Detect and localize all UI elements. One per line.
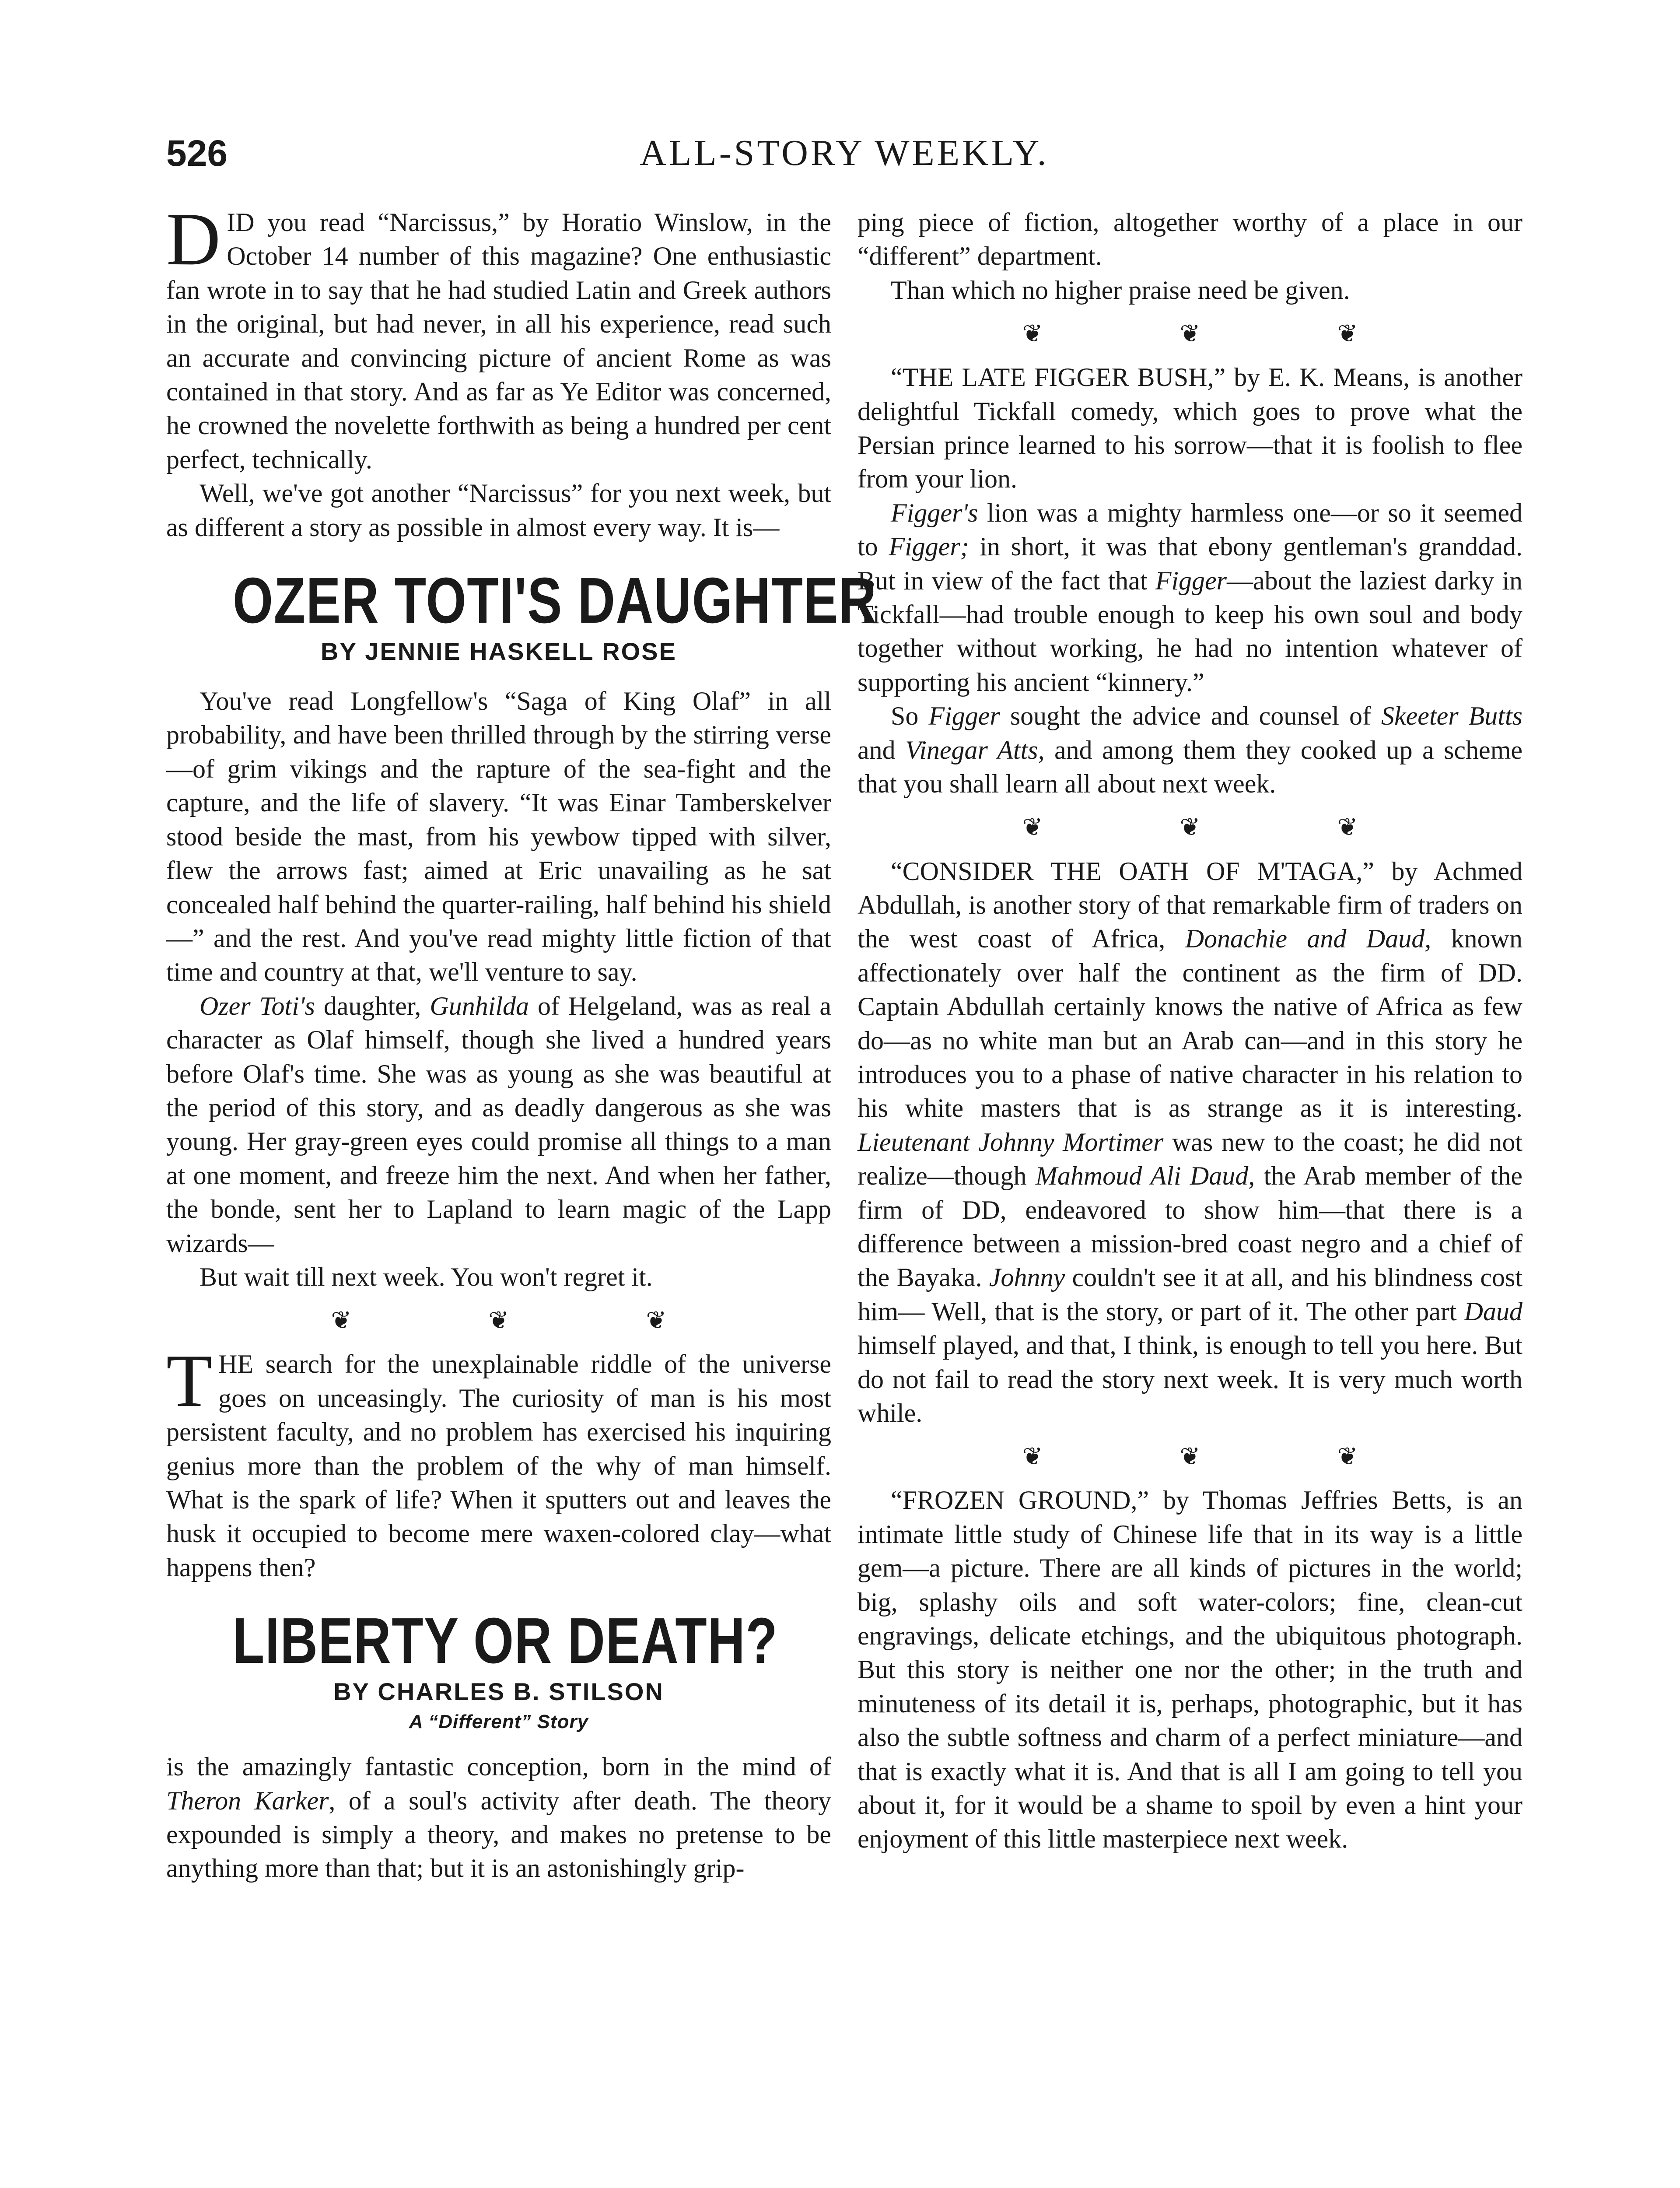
drop-cap: D: [166, 198, 221, 281]
ornament-icon: ❦: [1022, 1443, 1043, 1470]
ornament-icon: ❦: [1180, 1443, 1200, 1470]
ornament-icon: ❦: [1337, 813, 1358, 841]
figger-paragraph-1: “THE LATE FIGGER BUSH,” by E. K. Means, is another delightful Tickfall comedy, which goes to prove what the Persian prince learned to his sorrow—that it is foolish to flee from your lion.: [858, 363, 1522, 494]
ozer-paragraph-2: Ozer Toti's daughter, Gunhilda of Helgeland, was as real a character as Olaf himself, though she lived a hundred years before Olaf's time. She was as young as she was beautiful at the period of this story, and as deadly dangerous as she was young. Her gray-green eyes could promise all things to a man at one moment, and freeze him the next. And when her father, the bonde, sent her to Lapland to learn magic of the Lapp wizards—: [166, 991, 831, 1258]
liberty-paragraph: is the amazingly fantastic conception, born in the mind of Theron Karker, of a soul's activity after death. The theory expounded is simply a theory, and makes no pretense to be anything more than that; but it is an astonishingly grip-: [166, 1752, 831, 1883]
ornament-icon: ❦: [488, 1307, 509, 1334]
narcissus-paragraph: DID you read “Narcissus,” by Horatio Winslow, in the October 14 number of this magazine? One enthusiastic fan wrote in to say that he had studied Latin and Greek authors in the original, but had never, in all his experience, read such an accurate and convincing picture of ancient Rome as was contained in that story. And as far as Ye Editor was concerned, he crowned the novelette forthwith as being a hundred per cent perfect, technically.: [166, 198, 831, 474]
mtaga-paragraph: “CONSIDER THE OATH OF M'TAGA,” by Achmed Abdullah, is another story of that remarkable firm of traders on the west coast of Africa, Donachie and Daud, known affectionately over half the continent as the firm of DD. Captain Abdullah certainly knows the native of Africa as few do—as no white man but an Arab can—and in this story he introduces you to a phase of native character in his relation to his white masters that is as strange as it is interesting. Lieutenant Johnny Mortimer was new to the coast; he did not realize—though Mahmoud Ali Daud, the Arab member of the firm of DD, endeavored to show him—that there is a difference between a mission-bred coast negro and a chief of the Bayaka. Johnny couldn't see it at all, and his blindness cost him— Well, that is the story, or part of it. The other part Daud himself played, and that, I think, is enough to tell you here. But do not fail to read the story next week. It is very much worth while.: [858, 856, 1523, 1427]
ozer-paragraph-3: But wait till next week. You won't regret it.: [200, 1262, 653, 1291]
ornament-icon: ❦: [1022, 813, 1043, 841]
figger-paragraph-2: Figger's lion was a mighty harmless one—or so it seemed to Figger; in short, it was that ebony gentleman's granddad. But in view of the fact that Figger—about the laziest darky in Tickfall—had trouble enough to keep his own soul and body together without working, he had no intention whatever of supporting his ancient “kinnery.”: [858, 498, 1523, 697]
ornament-icon: ❦: [1337, 1443, 1358, 1470]
ornament-icon: ❦: [1180, 320, 1200, 347]
left-column: [166, 198, 877, 1886]
right-column: [858, 206, 1522, 1856]
page-header: [166, 131, 1522, 184]
section-divider: [954, 1433, 1426, 1481]
ornament-icon: ❦: [1022, 320, 1043, 347]
narcissus-followup: Well, we've got another “Narcissus” for you next week, but as different a story as possible in almost every way. It is—: [166, 479, 831, 542]
ornament-icon: ❦: [331, 1307, 352, 1334]
liberty-intro: THE search for the unexplainable riddle of the universe goes on unceasingly. The curiosity of man is his most persistent faculty, and no problem has exercised his inquiring genius more than the problem of the why of man himself. What is the spark of life? When it sputters out and leaves the husk it occupied to become mere waxen-colored clay—what happens then?: [166, 1339, 831, 1582]
story-headline-liberty: LIBERTY OR DEATH?: [233, 1605, 778, 1677]
ornament-icon: ❦: [1180, 813, 1200, 841]
ozer-paragraph-1: You've read Longfellow's “Saga of King Olaf” in all probability, and have been thrilled through by the stirring verse—of grim vikings and the rapture of the sea-fight and the capture, and the life of slavery. “It was Einar Tamberskelver stood beside the mast, from his yewbow tipped with silver, flew the arrows fast; aimed at Eric unavailing as he sat concealed half behind the quarter-railing, half behind his shield—” and the rest. And you've read mighty little fiction of that time and country at that, we'll venture to say.: [166, 687, 831, 987]
liberty-continued: ping piece of fiction, altogether worthy of a place in our “different” department.: [858, 208, 1522, 271]
frozen-ground-paragraph: “FROZEN GROUND,” by Thomas Jeffries Betts, is an intimate little study of Chinese life that in its way is a little gem—a picture. There are all kinds of pictures in the world; big, splashy oils and soft water-colors; fine, clean-cut engravings, delicate etchings, and the ubiquitous photograph. But this story is neither one nor the other; in the truth and minuteness of its detail it is, perhaps, photographic, but it has also the subtle softness and charm of a perfect miniature—and that is exactly what it is. And that is all I am going to tell you about it, for it would be a shame to spoil by even a hint your enjoyment of this little masterpiece next week.: [858, 1486, 1522, 1854]
section-divider: [954, 804, 1426, 852]
byline-ozer: BY JENNIE HASKELL ROSE: [321, 638, 677, 666]
story-tagline: A “Different” Story: [409, 1711, 589, 1733]
section-divider: [262, 1297, 735, 1345]
magazine-title: ALL-STORY WEEKLY.: [640, 133, 1049, 173]
drop-cap: T: [166, 1339, 213, 1423]
figger-paragraph-3: So Figger sought the advice and counsel of Skeeter Butts and Vinegar Atts, and among them they cooked up a scheme that you shall learn all about next week.: [858, 701, 1523, 799]
liberty-praise: Than which no higher praise need be given.: [891, 275, 1350, 305]
ornament-icon: ❦: [646, 1307, 667, 1334]
story-headline-ozer: OZER TOTI'S DAUGHTER: [233, 565, 877, 637]
section-divider: [954, 310, 1426, 358]
ornament-icon: ❦: [1337, 320, 1358, 347]
page-number: 526: [166, 133, 228, 174]
byline-liberty: BY CHARLES B. STILSON: [333, 1678, 664, 1706]
